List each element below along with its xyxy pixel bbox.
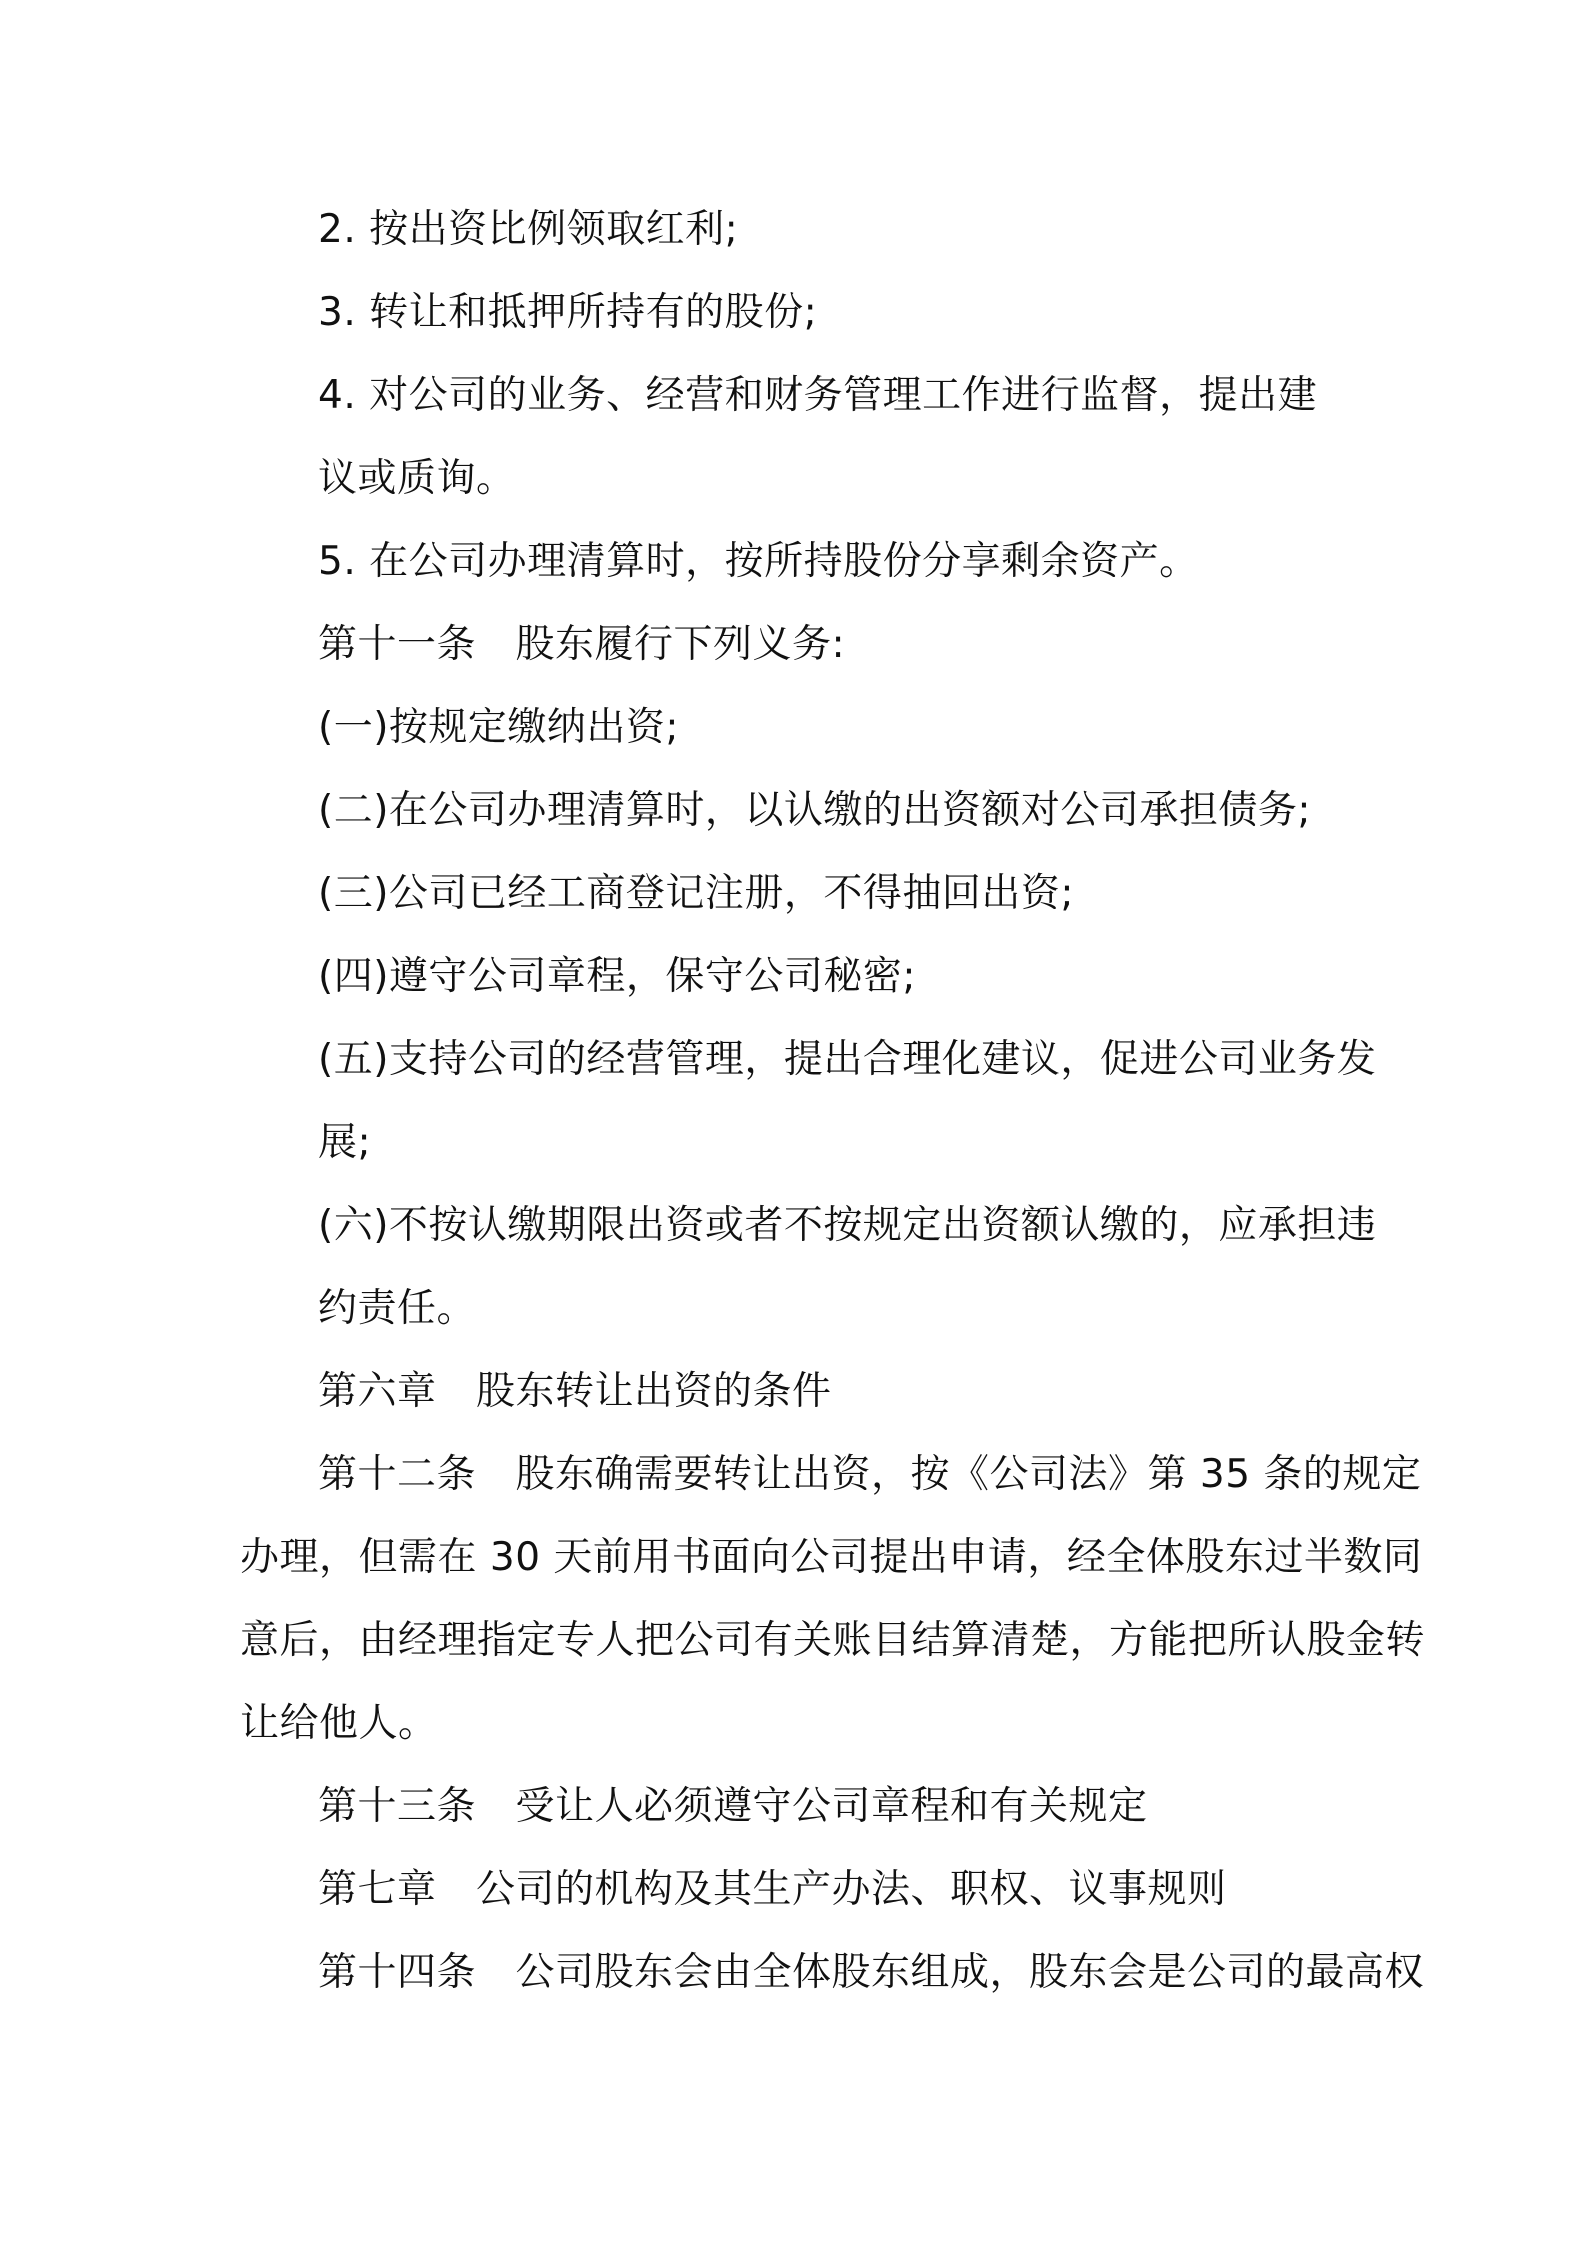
- text-line: (二)在公司办理清算时，以认缴的出资额对公司承担债务;: [318, 788, 1312, 833]
- text-line: 展;: [318, 1120, 372, 1165]
- text-line: (一)按规定缴纳出资;: [318, 705, 680, 750]
- text-line: 约责任。: [318, 1286, 477, 1331]
- chapter-heading: 第七章 公司的机构及其生产办法、职权、议事规则: [318, 1867, 1227, 1912]
- text-line: 3. 转让和抵押所持有的股份;: [318, 290, 818, 335]
- text-line: 意后，由经理指定专人把公司有关账目结算清楚，方能把所认股金转: [240, 1618, 1426, 1663]
- article-heading: 第十四条 公司股东会由全体股东组成，股东会是公司的最高权: [318, 1950, 1425, 1995]
- chapter-heading: 第六章 股东转让出资的条件: [318, 1369, 832, 1414]
- text-line: (五)支持公司的经营管理，提出合理化建议，促进公司业务发: [318, 1037, 1377, 1082]
- text-line: 让给他人。: [240, 1701, 438, 1746]
- text-line: 议或质询。: [318, 456, 516, 501]
- text-line: (六)不按认缴期限出资或者不按规定出资额认缴的，应承担违: [318, 1203, 1377, 1248]
- article-heading: 第十二条 股东确需要转让出资，按《公司法》第 35 条的规定: [318, 1452, 1422, 1497]
- text-line: 4. 对公司的业务、经营和财务管理工作进行监督，提出建: [318, 373, 1318, 418]
- text-line: 2. 按出资比例领取红利;: [318, 207, 739, 252]
- text-line: 办理，但需在 30 天前用书面向公司提出申请，经全体股东过半数同: [240, 1535, 1423, 1580]
- text-line: (三)公司已经工商登记注册，不得抽回出资;: [318, 871, 1075, 916]
- text-line: (四)遵守公司章程，保守公司秘密;: [318, 954, 917, 999]
- text-line: 5. 在公司办理清算时，按所持股份分享剩余资产。: [318, 539, 1199, 584]
- article-heading: 第十三条 受让人必须遵守公司章程和有关规定: [318, 1784, 1148, 1829]
- article-heading: 第十一条 股东履行下列义务:: [318, 622, 846, 667]
